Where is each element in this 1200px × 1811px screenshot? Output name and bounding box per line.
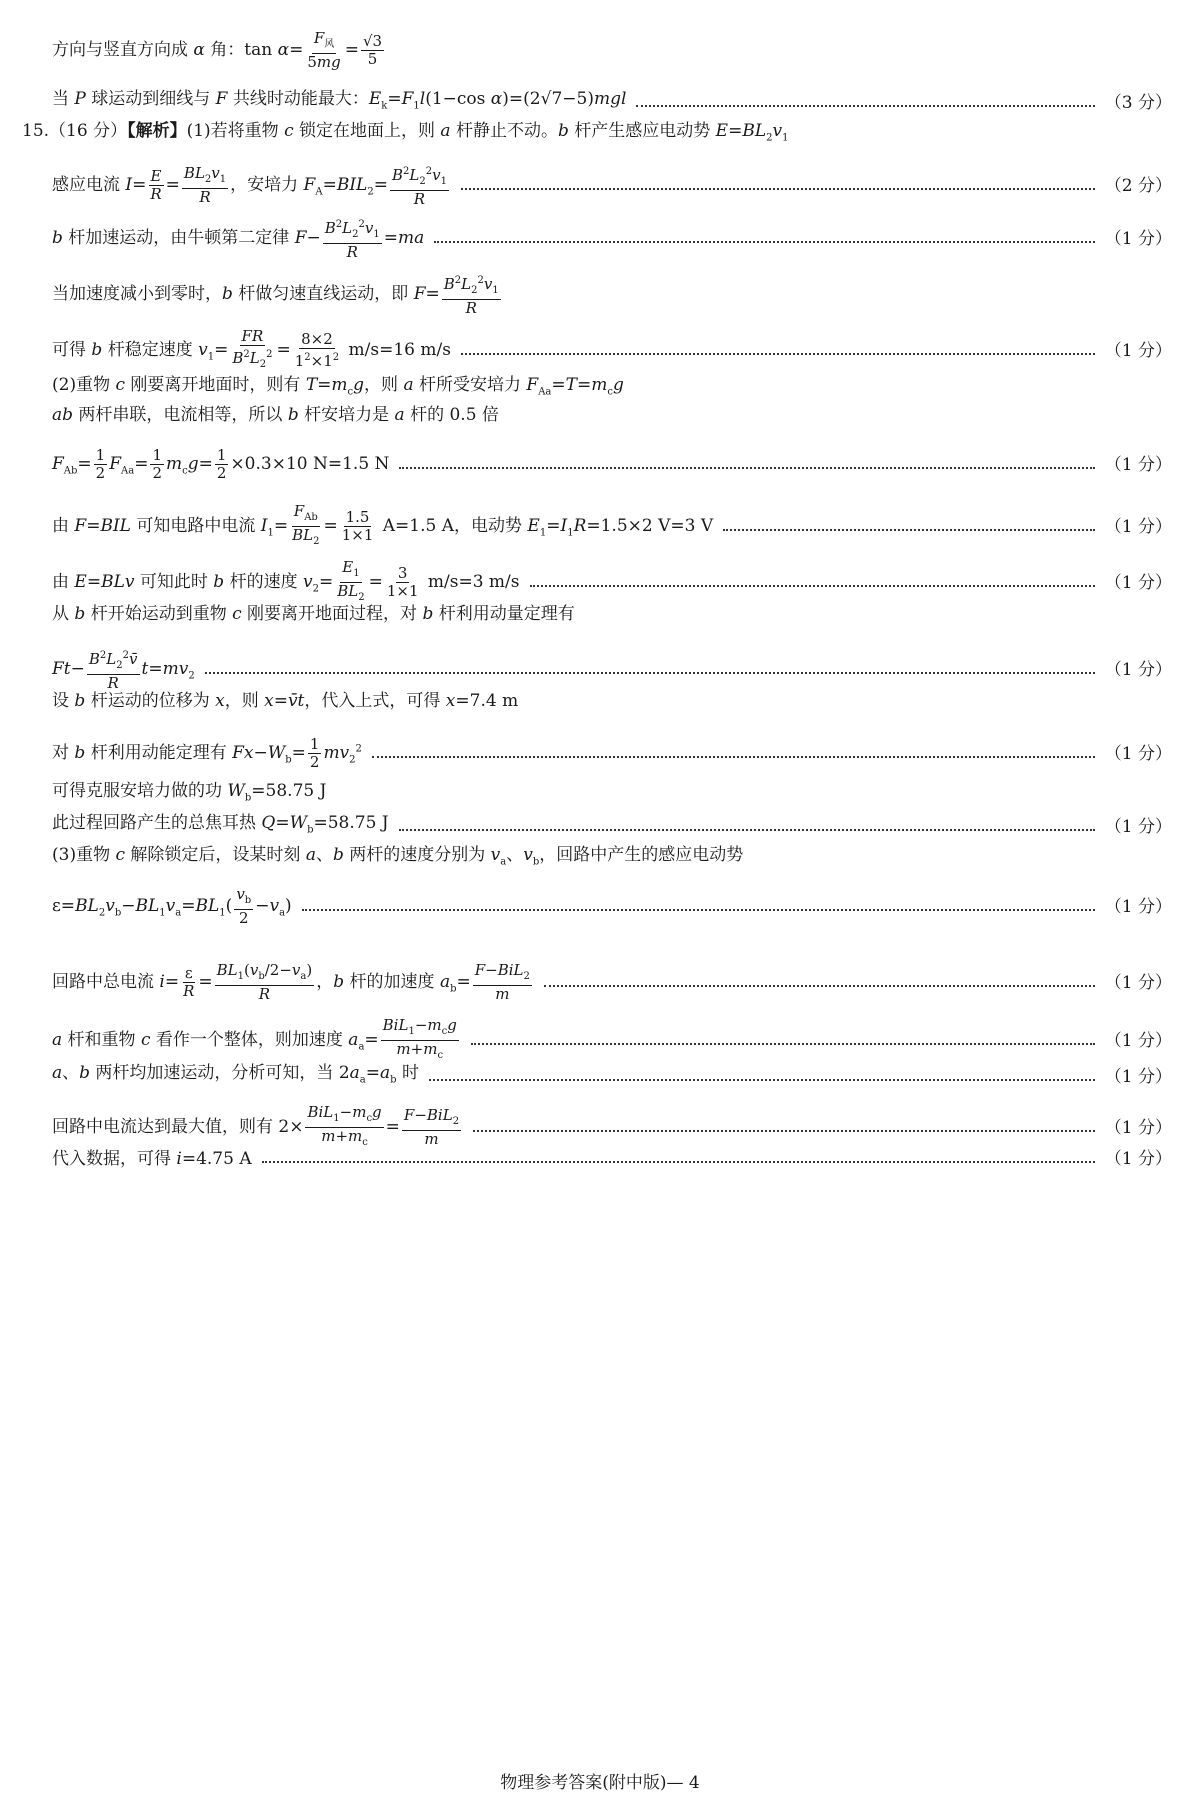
score-label: （1 分） [1104,340,1172,361]
leader-dots [471,1043,1095,1045]
page-footer: 物理参考答案(附中版)— 4 [500,1773,700,1793]
score-label: （1 分） [1104,1030,1172,1051]
answer-line: 回路中总电流 i= $\frac{\varepsilon}{R}$ = $\frac{BL_1(v_b/2-v_a)}{R}$ ，b 杆的加速度 $a_b=$ $\frac{F-BiL_2}{m}$ （1 分） [52,961,1172,1003]
answer-line: 当加速度减小到零时，b 杆做匀速直线运动，即 F= $\frac{B^2L_2^2v_1}{R}$ [52,272,1172,317]
score-label: （1 分） [1104,816,1172,837]
score-label: （1 分） [1104,1149,1172,1169]
answer-line: 设 b 杆运动的位移为 x，则 x=v̄t，代入上式，可得 x=7.4 m [52,691,519,711]
score-label: （1 分） [1104,228,1172,249]
score-label: （1 分） [1104,659,1172,680]
answer-line: 回路中电流达到最大值，则有 2× $\frac{BiL_1-m_cg}{m+m_c}$ = $\frac{F-BiL_2}{m}$ （1 分） [52,1103,1172,1148]
answer-line: 由 E=BLv 可知此时 b 杆的速度 $v_2=$ $\frac{E_1}{BL_2}$ = $\frac{3}{1\times 1}$ m/s=3 m/s （1 分） [52,558,1172,603]
answer-line: 可得 b 杆稳定速度 $v_1=$ $\frac{FR}{B^2L_2^2}$ = $\frac{8\times 2}{1^2\times 1^2}$ m/s=16 m/s （1 分） [52,327,1172,370]
score-label: （1 分） [1104,1117,1172,1138]
score-label: （1 分） [1104,896,1172,917]
leader-dots [262,1161,1095,1163]
score-label: （1 分） [1104,1066,1172,1087]
leader-dots [302,909,1095,911]
leader-dots [461,188,1095,190]
answer-line: 15.（16 分）【解析】(1)若将重物 c 锁定在地面上，则 a 杆静止不动。b 杆产生感应电动势 $E=BL_2v_1$ [22,121,789,144]
answer-line: 对 b 杆利用动能定理有 $Fx-W_b=$ $\frac{1}{2}$ $mv_2^2$ （1 分） [52,735,1172,771]
answer-line: 代入数据，可得 i=4.75 A （1 分） [52,1149,1172,1169]
score-label: （1 分） [1104,743,1172,764]
leader-dots [434,241,1095,243]
leader-dots [461,353,1095,355]
leader-dots [723,529,1095,531]
leader-dots [473,1130,1095,1132]
leader-dots [399,829,1095,831]
answer-line: (2)重物 c 刚要离开地面时，则有 $T=m_cg$，则 a 杆所受安培力 $F_{Aa}=T=m_cg$ [52,375,624,398]
answer-line: $F_{Ab}=$ $\frac{1}{2}$ $F_{Aa}=$ $\frac{1}{2}$ $m_cg=$ $\frac{1}{2}$ ×0.3×10 N=1.5 N （1 分） [52,446,1172,482]
score-label: （1 分） [1104,516,1172,537]
answer-line: a 杆和重物 c 看作一个整体，则加速度 $a_a=$ $\frac{BiL_1-m_cg}{m+m_c}$ （1 分） [52,1016,1172,1061]
score-label: （1 分） [1104,454,1172,475]
answer-line: 当 P 球运动到细线与 F 共线时动能最大：$E_k=F_1l(1-\cos$ α)=(2√7−5)mgl （3 分） [52,89,1172,113]
answer-line: a、b 两杆均加速运动，分析可知，当 $2a_a=a_b$ 时 （1 分） [52,1063,1172,1087]
answer-line: (3)重物 c 解除锁定后，设某时刻 a、b 两杆的速度分别为 $v_a$、$v_b$，回路中产生的感应电动势 [52,845,744,868]
answer-line: ab 两杆串联，电流相等，所以 b 杆安培力是 a 杆的 0.5 倍 [52,405,499,425]
leader-dots [205,672,1095,674]
answer-line: 从 b 杆开始运动到重物 c 刚要离开地面过程，对 b 杆利用动量定理有 [52,604,575,624]
leader-dots [530,585,1095,587]
answer-line: $\varepsilon=BL_2v_b-BL_1v_a=BL_1$( $\frac{v_b}{2}$ $-v_a$) （1 分） [52,885,1172,927]
answer-line: Ft− $\frac{B^2L_2^2v̄}{R}$ $t=mv_2$ （1 分） [52,647,1172,692]
score-label: （2 分） [1104,175,1172,196]
leader-dots [636,105,1094,107]
score-label: （1 分） [1104,572,1172,593]
score-label: （1 分） [1104,972,1172,993]
leader-dots [544,985,1095,987]
answer-line: 感应电流 I= $\frac{E}{R}$ = $\frac{BL_2v_1}{R}$ ，安培力 $F_A=BIL_2=$ $\frac{B^2L_2^2v_1}{R}$ （2 分） [52,164,1172,208]
answer-line: 由 F=BIL 可知电路中电流 $I_1=$ $\frac{F_{Ab}}{BL_2}$ = $\frac{1.5}{1\times 1}$ A=1.5 A，电动势 $E_1=I_1R=1.5\times 2$ V=3 V （1 分） [52,502,1172,547]
answer-line: b 杆加速运动，由牛顿第二定律 F− $\frac{B^2L_2^2v_1}{R}$ =ma （1 分） [52,216,1172,261]
score-label: （3 分） [1104,92,1172,113]
leader-dots [399,467,1094,469]
answer-line: 此过程回路产生的总焦耳热 $Q=W_b=58.75$ J （1 分） [52,813,1172,837]
leader-dots [372,756,1095,758]
leader-dots [429,1079,1095,1081]
answer-line: 可得克服安培力做的功 $W_b=58.75$ J [52,781,327,804]
answer-line: 方向与竖直方向成 α 角：tan α= $\frac{F_风}{5mg}$ = $\frac{√3}{5}$ [52,29,383,71]
